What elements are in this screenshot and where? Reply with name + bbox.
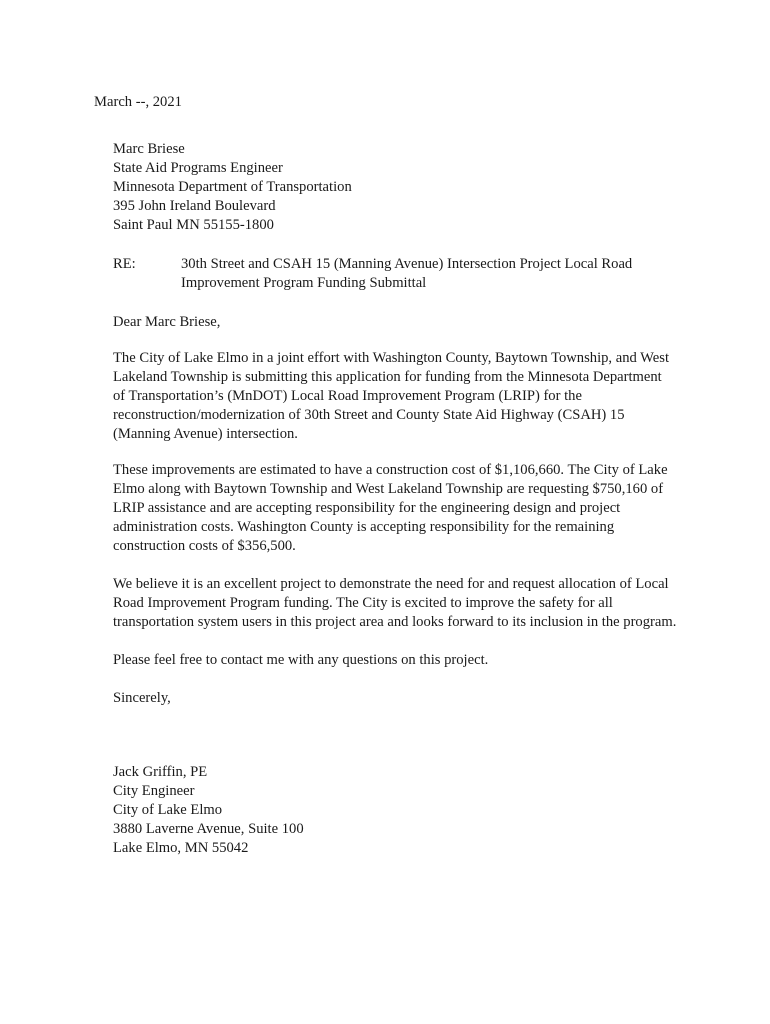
body-paragraph-4 [113, 651, 683, 670]
paragraph-line: (Manning Avenue) intersection. [113, 426, 298, 442]
paragraph-line: The City of Lake Elmo in a joint effort with Washington County, Baytown Township, and West [113, 350, 669, 366]
subject-text-line: 30th Street and CSAH 15 (Manning Avenue) Intersection Project Local Road [181, 256, 633, 272]
paragraph-line: Please feel free to contact me with any questions on this project. [113, 652, 489, 668]
recipient-name: Marc Briese [113, 141, 185, 157]
signer-organization: City of Lake Elmo [113, 802, 223, 818]
signer-name: Jack Griffin, PE [113, 764, 208, 780]
subject-text [181, 255, 632, 293]
signer-street: 3880 Laverne Avenue, Suite 100 [113, 821, 304, 837]
body-paragraph-1 [113, 349, 683, 444]
paragraph-line: transportation system users in this project area and looks forward to its inclusion in the program. [113, 614, 677, 630]
closing: Sincerely, [113, 690, 171, 706]
recipient-organization: Minnesota Department of Transportation [113, 179, 352, 195]
paragraph-line: administration costs. Washington County is accepting responsibility for the remaining [113, 519, 615, 535]
recipient-street: 395 John Ireland Boulevard [113, 198, 276, 214]
subject-label: RE: [113, 256, 136, 272]
paragraph-line: We believe it is an excellent project to demonstrate the need for and request allocation of Local [113, 576, 669, 592]
letter-date: March --, 2021 [94, 94, 182, 110]
recipient-city: Saint Paul MN 55155-1800 [113, 217, 274, 233]
paragraph-line: reconstruction/modernization of 30th Street and County State Aid Highway (CSAH) 15 [113, 407, 625, 423]
paragraph-line: construction costs of $356,500. [113, 538, 296, 554]
salutation: Dear Marc Briese, [113, 314, 221, 330]
body-paragraph-2 [113, 461, 683, 556]
signer-title: City Engineer [113, 783, 195, 799]
recipient-address [113, 140, 683, 235]
paragraph-line: These improvements are estimated to have a construction cost of $1,106,660. The City of Lake [113, 462, 668, 478]
body-paragraph-3 [113, 575, 683, 632]
paragraph-line: Elmo along with Baytown Township and West Lakeland Township are requesting $750,160 of [113, 481, 664, 497]
paragraph-line: Lakeland Township is submitting this application for funding from the Minnesota Department [113, 369, 662, 385]
recipient-title: State Aid Programs Engineer [113, 160, 283, 176]
paragraph-line: of Transportation’s (MnDOT) Local Road Improvement Program (LRIP) for the [113, 388, 582, 404]
paragraph-line: Road Improvement Program funding. The City is excited to improve the safety for all [113, 595, 613, 611]
paragraph-line: LRIP assistance and are accepting responsibility for the engineering design and project [113, 500, 621, 516]
signature-block [113, 763, 683, 858]
subject-text-line: Improvement Program Funding Submittal [181, 275, 427, 291]
signer-city: Lake Elmo, MN 55042 [113, 840, 249, 856]
